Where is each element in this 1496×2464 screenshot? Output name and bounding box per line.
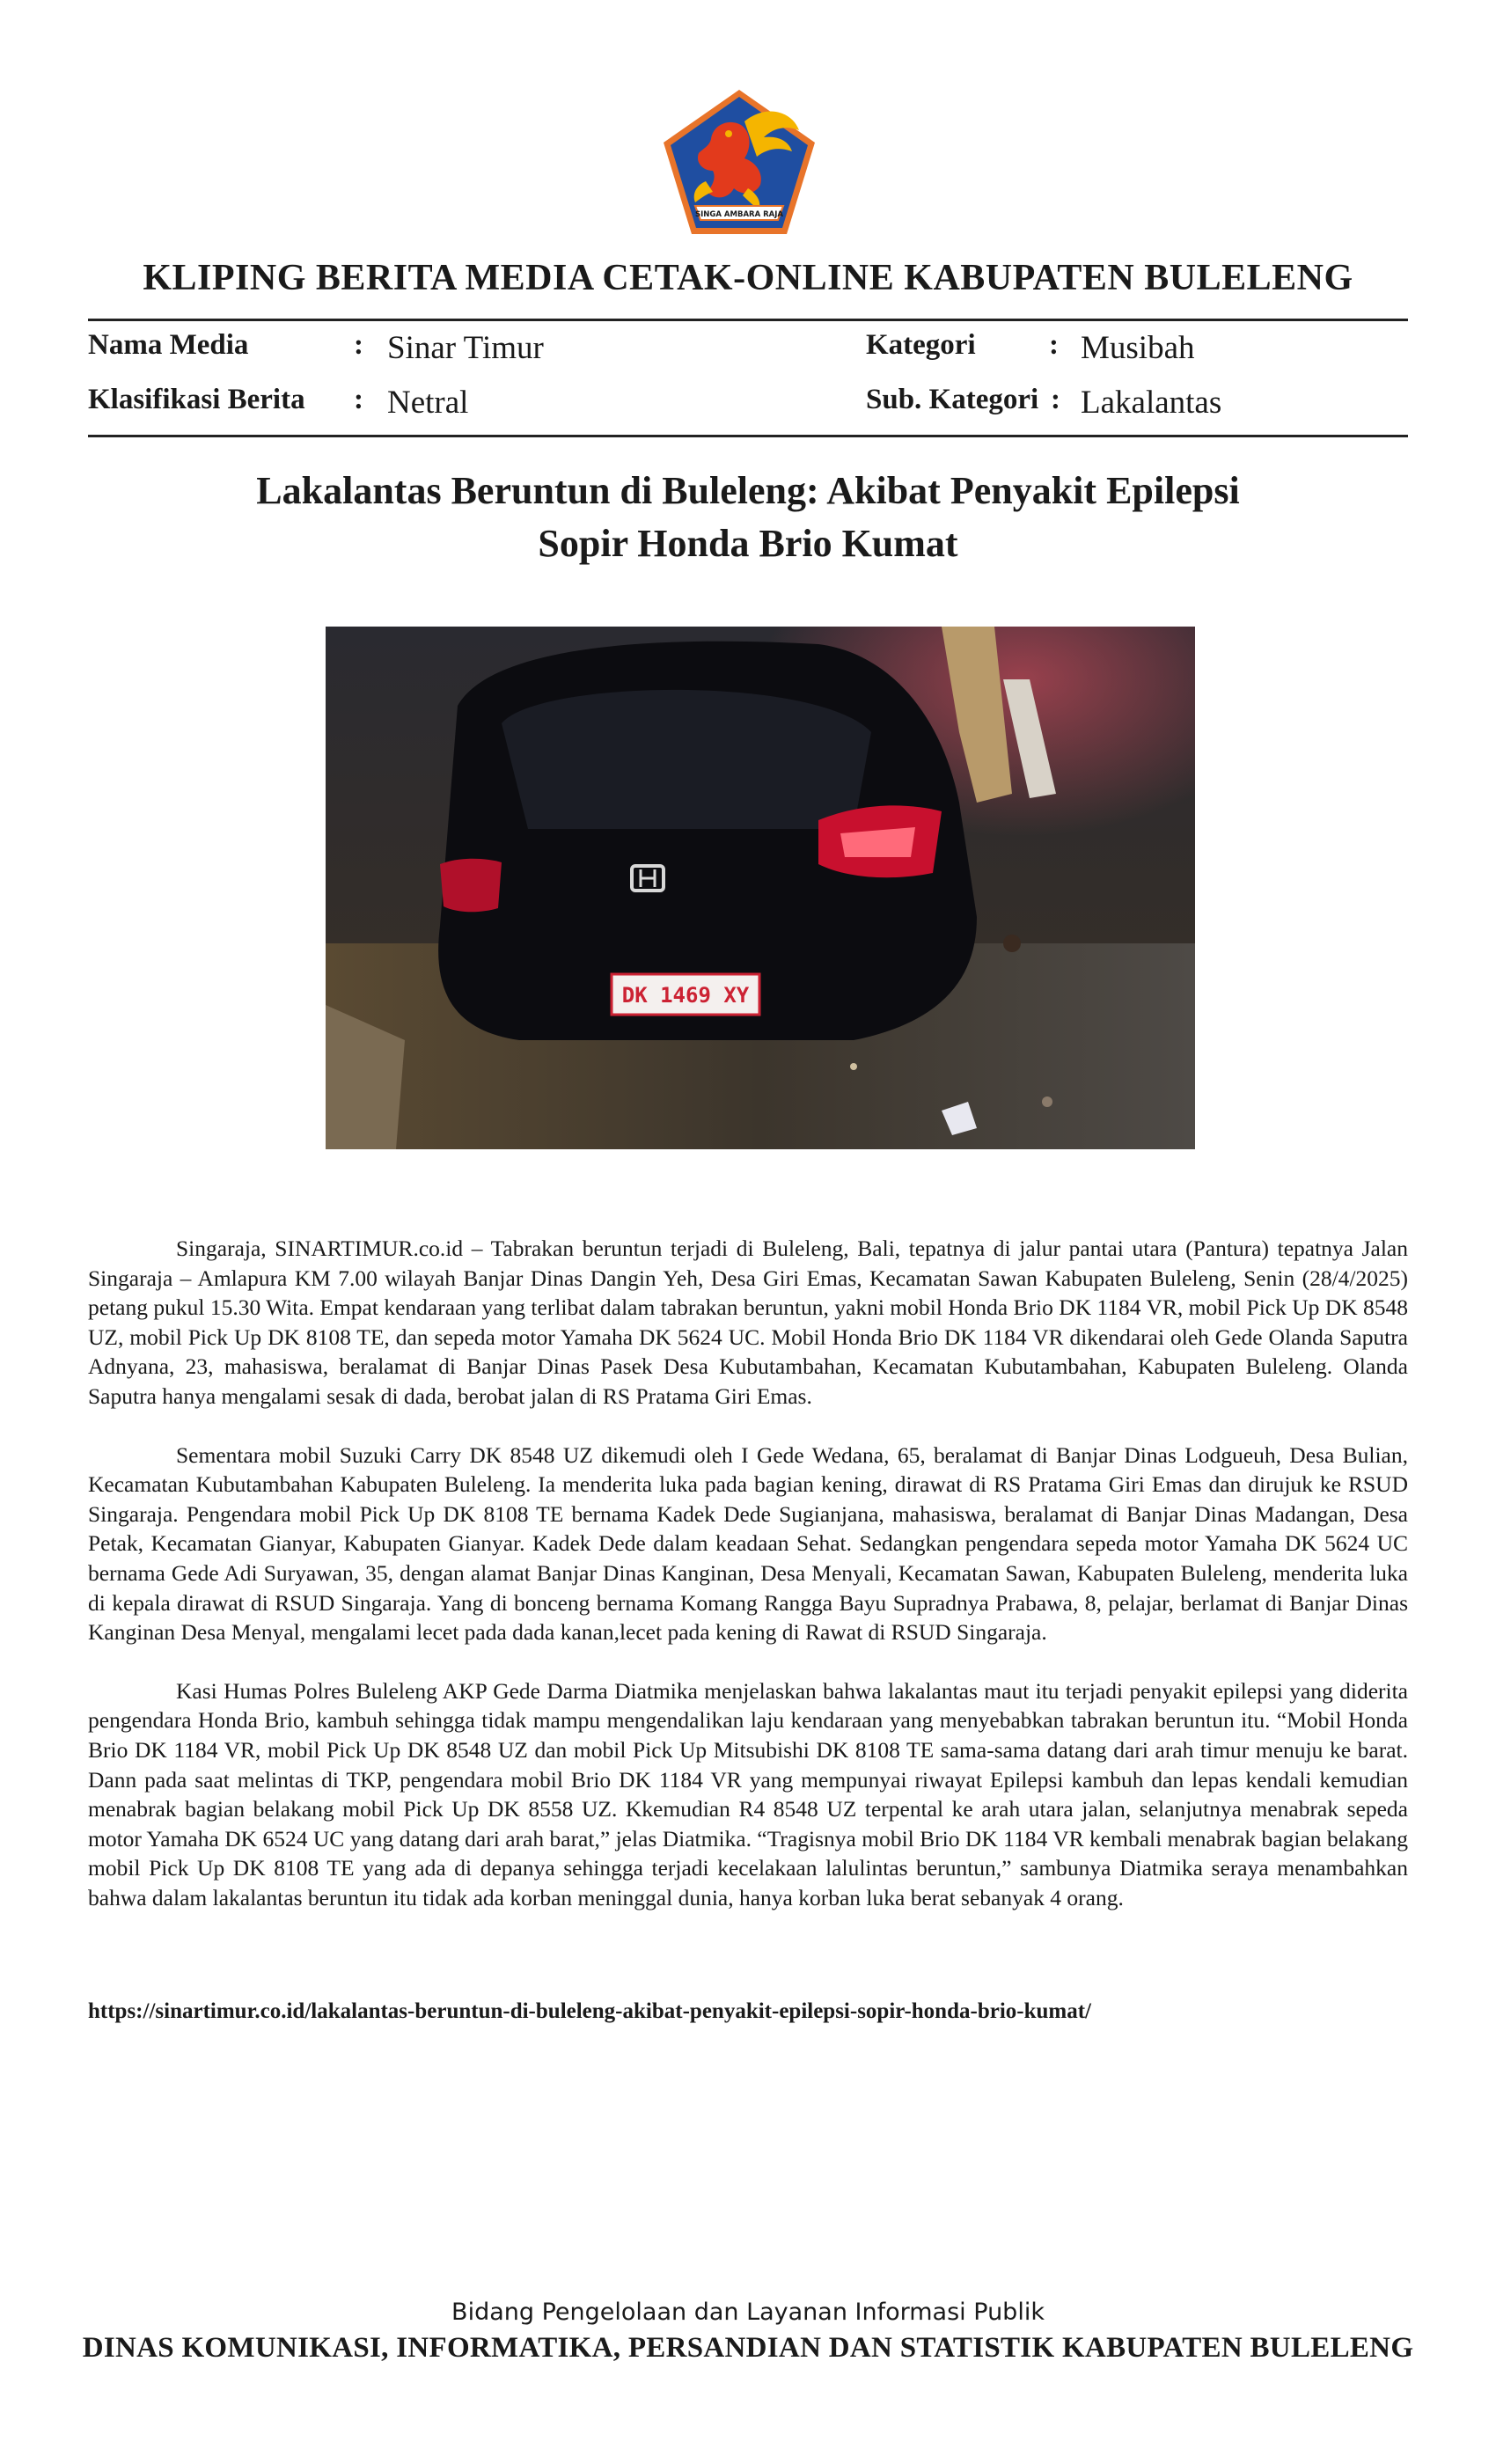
subcategory-label: Sub. Kategori [866, 384, 1039, 415]
article-headline [132, 465, 1364, 570]
top-divider [88, 319, 1408, 321]
footer-agency: DINAS KOMUNIKASI, INFORMATIKA, PERSANDIAN DAN STATISTIK KABUPATEN BULELENG [82, 2332, 1414, 2364]
article-paragraph: Sementara mobil Suzuki Carry DK 8548 UZ dikemudi oleh I Gede Wedana, 65, beralamat di Banjar Dinas Lodgueuh, Desa Bulian, Kecamatan Kubutambahan Kabupaten Buleleng. Ia menderita luka pada bagian kening, dirawat di RS Pratama Giri Emas dan dirujuk ke RSUD Singaraja. Pengendara mobil Pick Up DK 8108 TE bernama Kadek Dede Sugianjana, mahasiswa, beralamat di Banjar Dinas Madangan, Desa Petak, Kecamatan Gianyar, Kabupaten Gianyar. Kadek Dede dalam keadaan Sehat. Sedangkan pengendara sepeda motor Yamaha DK 5624 UC bernama Gede Adi Suryawan, 35, dengan alamat Banjar Dinas Kanginan, Desa Menyali, Kecamatan Sawan, Kabupaten Buleleng, menderita luka di kepala dirawat di RSUD Singaraja. Yang di bonceng bernama Komang Rangga Bayu Supradnya Prabawa, 8, pelajar, berlamat di Banjar Dinas Kanginan Desa Menyal, mengalami lecet pada dada kanan,lecet pada kening di Rawat di RSUD Singaraja. [88, 1441, 1408, 1646]
article-paragraph: Kasi Humas Polres Buleleng AKP Gede Darma Diatmika menjelaskan bahwa lakalantas maut itu terjadi penyakit epilepsi yang diderita pengendara Honda Brio, kambuh sehingga tidak mampu mengendalikan laju kendaraan yang menyebabkan tabrakan beruntun itu. “Mobil Honda Brio DK 1184 VR, mobil Pick Up DK 8548 UZ dan mobil Pick Up Mitsubishi DK 8108 TE sama-sama datang dari arah timur menuju ke barat. Dann pada saat melintas di TKP, pengendara mobil Brio DK 1184 VR yang mempunyai riwayat Epilepsi kambuh dan lepas kendali kemudian menabrak bagian belakang mobil Pick Up DK 8558 UZ. Kkemudian R4 8548 UZ terpental ke arah utara jalan, selanjutnya menabrak sepeda motor Yamaha DK 6524 UC yang datang dari arah barat,” jelas Diatmika. “Tragisnya mobil Brio DK 1184 VR kembali menabrak bagian belakang mobil Pick Up DK 8108 TE yang ada di depanya sehingga terjadi kecelakaan lalulintas beruntun,” sambunya Diatmika seraya menambahkan bahwa dalam lakalantas beruntun itu tidak ada korban meninggal dunia, hanya korban luka berat sebanyak 4 orang. [88, 1677, 1408, 1910]
logo-motto: SINGA AMBARA RAJA [695, 210, 783, 219]
subcategory-value: Lakalantas [1081, 385, 1222, 421]
classification-colon: : [354, 384, 363, 415]
media-label: Nama Media [88, 329, 249, 361]
article-photo [326, 627, 1195, 1149]
article-body [88, 1234, 1408, 1941]
clipping-title: KLIPING BERITA MEDIA CETAK-ONLINE KABUPATEN BULELENG [143, 258, 1353, 298]
media-colon: : [354, 329, 363, 361]
car-crash-photo [326, 627, 1195, 1149]
category-value: Musibah [1081, 330, 1195, 366]
media-value: Sinar Timur [387, 330, 544, 366]
regency-logo [660, 86, 818, 238]
classification-value: Netral [387, 385, 469, 421]
article-paragraph: Singaraja, SINARTIMUR.co.id – Tabrakan beruntun terjadi di Buleleng, Bali, tepatnya di jalur pantai utara (Pantura) tepatnya Jalan Singaraja – Amlapura KM 7.00 wilayah Banjar Dinas Dangin Yeh, Desa Giri Emas, Kecamatan Sawan Kabupaten Buleleng, Senin (28/4/2025) petang pukul 15.30 Wita. Empat kendaraan yang terlibat dalam tabrakan beruntun, yakni mobil Honda Brio DK 1184 VR, mobil Pick Up DK 8548 UZ, mobil Pick Up DK 8108 TE, dan sepeda motor Yamaha DK 5624 UC. Mobil Honda Brio DK 1184 VR dikendarai oleh Gede Olanda Saputra Adnyana, 23, mahasiswa, beralamat di Banjar Dinas Pasek Desa Kubutambahan, Kecamatan Kubutambahan, Kabupaten Buleleng. Olanda Saputra hanya mengalami sesak di dada, berobat jalan di RS Pratama Giri Emas. [88, 1236, 1408, 1409]
category-colon: : [1049, 329, 1059, 361]
category-label: Kategori [866, 329, 976, 361]
meta-divider [88, 435, 1408, 437]
garuda-lion-emblem-icon [660, 86, 818, 238]
source-url-link[interactable]: https://sinartimur.co.id/lakalantas-beruntun-di-buleleng-akibat-penyakit-epilepsi-sopir-honda-brio-kumat/ [88, 1999, 1091, 2023]
headline-line-1: Lakalantas Beruntun di Buleleng: Akibat Penyakit Epilepsi [256, 469, 1240, 512]
footer-department: Bidang Pengelolaan dan Layanan Informasi Publik [451, 2299, 1045, 2326]
headline-line-2: Sopir Honda Brio Kumat [538, 522, 958, 565]
subcategory-colon: : [1051, 384, 1060, 415]
classification-label: Klasifikasi Berita [88, 384, 305, 415]
license-plate-text: DK 1469 XY [621, 983, 750, 1008]
